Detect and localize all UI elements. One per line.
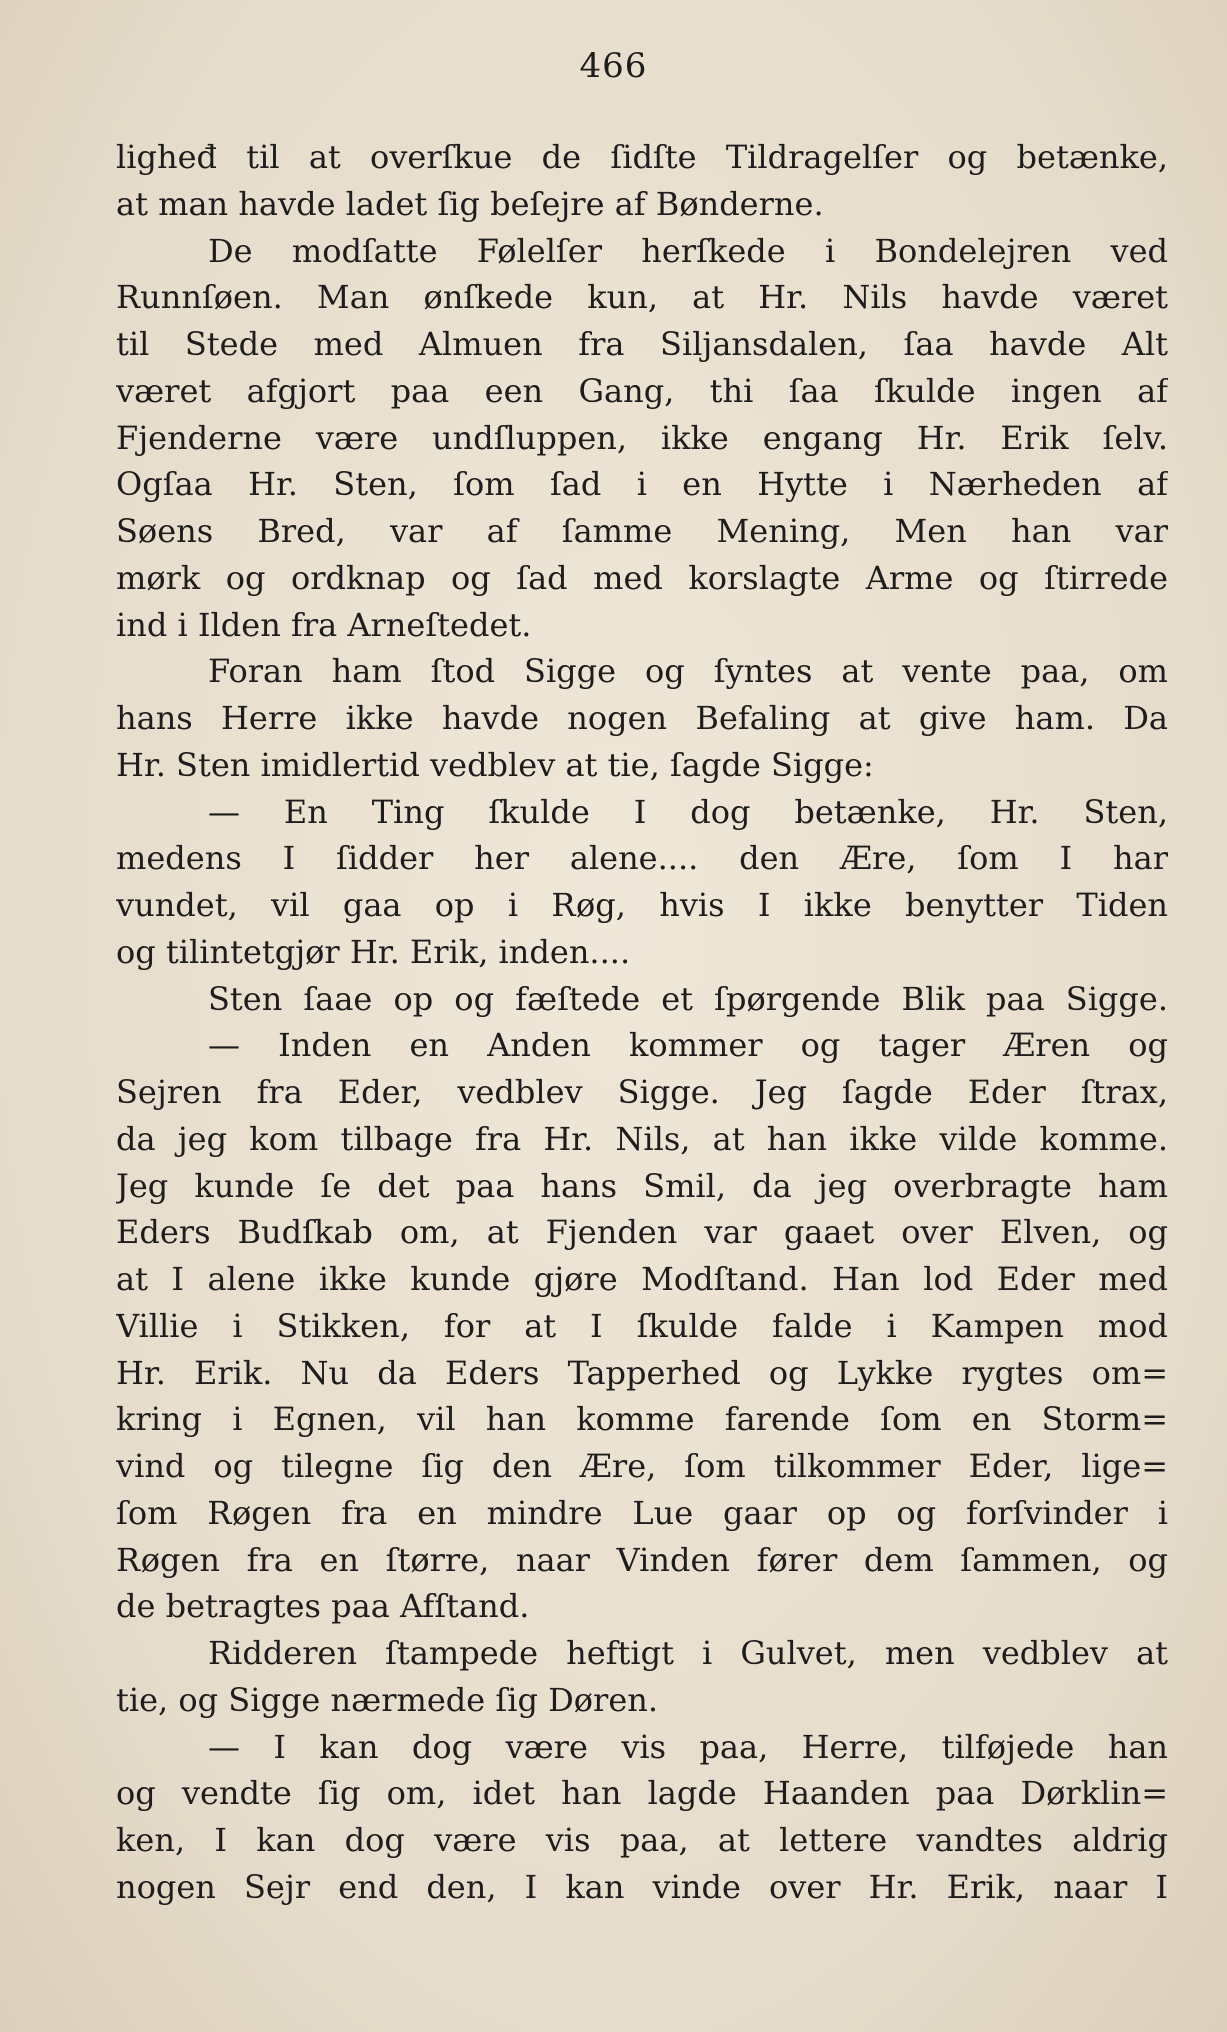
text-line: været afgjort paa een Gang, thi ſaa ſkulde ingen af <box>116 371 1168 410</box>
text-line: Søens Bred, var af ſamme Mening, Men han var <box>116 512 1168 550</box>
text-line: da jeg kom tilbage fra Hr. Nils, at han ikke vilde komme. <box>116 1119 1168 1158</box>
text-line: ſom Røgen fra en mindre Lue gaar op og forſvinder i <box>116 1493 1168 1532</box>
text-line: mørk og ordknap og ſad med korslagte Arme og ſtirrede <box>116 558 1168 597</box>
text-line: — I kan dog være vis paa, Herre, tilføjede han <box>208 1727 1168 1766</box>
text-line: vundet, vil gaa op i Røg, hvis I ikke benytter Tiden <box>116 886 1168 924</box>
text-line: Foran ham ſtod Sigge og ſyntes at vente paa, om <box>208 652 1168 691</box>
text-line: Fjenderne være undſluppen, ikke engang Hr. Erik ſelv. <box>116 418 1168 457</box>
text-line: og tilintetgjør Hr. Erik, inden.... <box>116 932 631 971</box>
text-line: og vendte ſig om, idet han lagde Haanden paa Dørklin= <box>116 1774 1168 1813</box>
text-line: at I alene ikke kunde gjøre Modſtand. Han lod Eder med <box>116 1260 1168 1298</box>
text-line: ind i Ilden fra Arneſtedet. <box>116 605 532 644</box>
text-line: medens I ſidder her alene.... den Ære, ſom I har <box>116 839 1168 878</box>
text-line: Sejren fra Eder, vedblev Sigge. Jeg ſagde Eder ſtrax, <box>116 1073 1168 1111</box>
text-line: at man havde ladet ſig beſejre af Bønderne. <box>116 184 824 223</box>
text-line: hans Herre ikke havde nogen Befaling at give ham. Da <box>116 699 1168 737</box>
text-line: Ridderen ſtampede heftigt i Gulvet, men vedblev at <box>208 1634 1168 1672</box>
text-line: Eders Budſkab om, at Fjenden var gaaet over Elven, og <box>116 1213 1168 1252</box>
text-line: — Inden en Anden kommer og tager Æren og <box>208 1026 1168 1065</box>
text-line: De modſatte Følelſer herſkede i Bondelejren ved <box>208 231 1168 270</box>
page-number: 466 <box>579 46 648 86</box>
text-line: tie, og Sigge nærmede ſig Døren. <box>116 1680 659 1719</box>
text-line: Sten ſaae op og fæſtede et ſpørgende Blik paa Sigge. <box>208 979 1168 1018</box>
text-line: Ogſaa Hr. Sten, ſom ſad i en Hytte i Nærheden af <box>116 465 1168 504</box>
text-line: kring i Egnen, vil han komme farende ſom en Storm= <box>116 1400 1168 1439</box>
text-line: Hr. Erik. Nu da Eders Tapperhed og Lykke rygtes om= <box>116 1353 1168 1392</box>
text-line: ken, I kan dog være vis paa, at lettere vandtes aldrig <box>116 1821 1168 1859</box>
text-line: vind og tilegne ſig den Ære, ſom tilkommer Eder, lige= <box>116 1447 1168 1485</box>
text-line: til Stede med Almuen fra Siljansdalen, ſaa havde Alt <box>116 325 1168 363</box>
text-line: Villie i Stikken, for at I ſkulde falde i Kampen mod <box>116 1306 1168 1345</box>
text-line: de betragtes paa Afſtand. <box>116 1587 530 1626</box>
body-text <box>116 134 1168 1911</box>
text-line: Røgen fra en ſtørre, naar Vinden fører dem ſammen, og <box>116 1540 1168 1579</box>
text-line: Jeg kunde ſe det paa hans Smil, da jeg overbragte ham <box>116 1166 1168 1205</box>
text-line: Runnſøen. Man ønſkede kun, at Hr. Nils havde været <box>116 278 1168 317</box>
text-line: ligheđ til at overſkue de ſidſte Tildragelſer og betænke, <box>116 138 1168 176</box>
text-line: Hr. Sten imidlertid vedblev at tie, ſagde Sigge: <box>116 745 874 784</box>
text-line: — En Ting ſkulde I dog betænke, Hr. Sten, <box>208 792 1168 831</box>
text-line: nogen Sejr end den, I kan vinde over Hr. Erik, naar I <box>116 1867 1168 1906</box>
